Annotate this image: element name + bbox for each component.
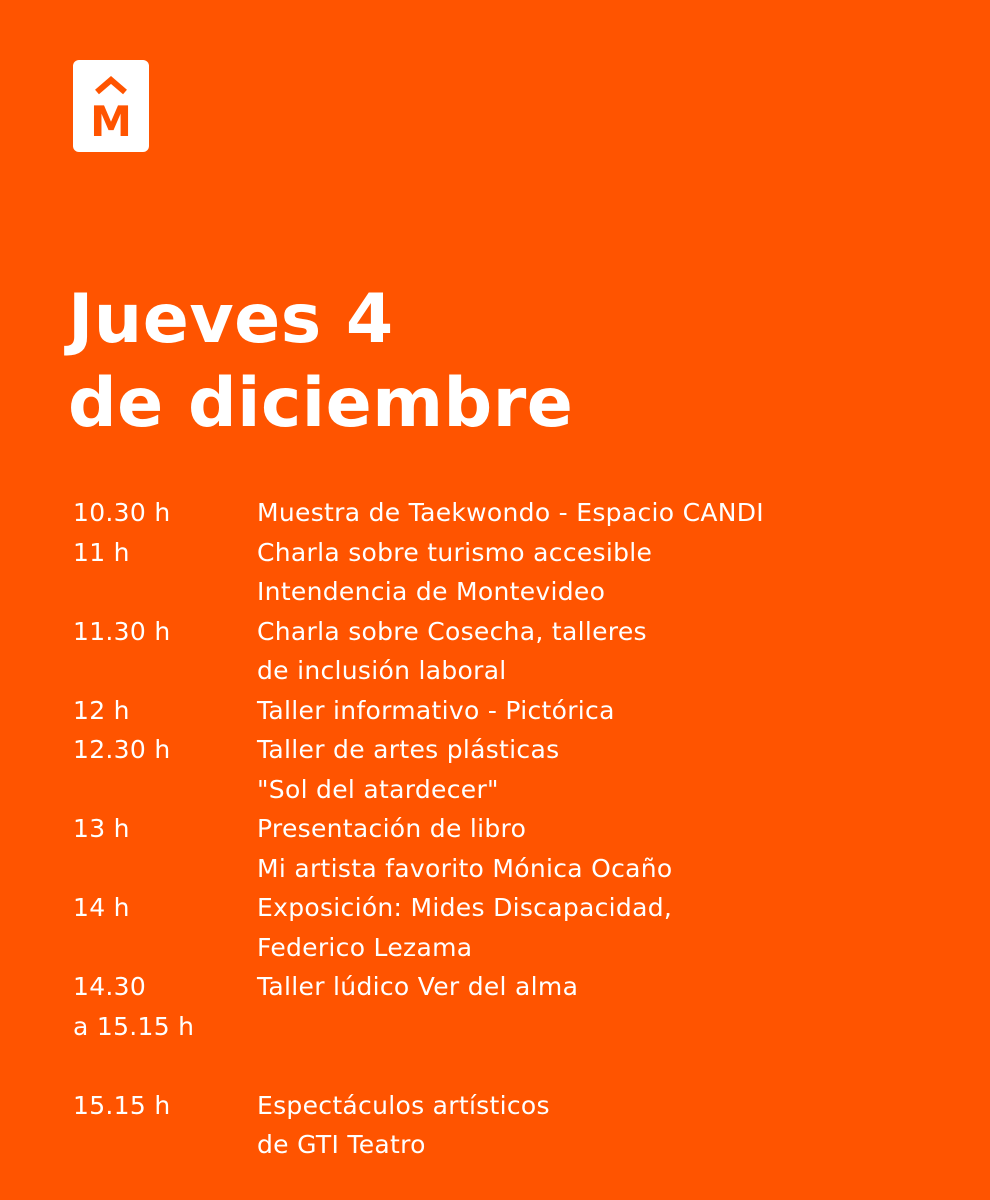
schedule-row (73, 1086, 953, 1165)
schedule-description (257, 730, 953, 809)
title-line-1: Jueves 4 (68, 280, 394, 359)
schedule-time-line: 12 h (73, 695, 130, 725)
schedule-description-line: de GTI Teatro (257, 1130, 426, 1159)
schedule-row (73, 967, 953, 1046)
schedule-description-line: Espectáculos artísticos (257, 1090, 550, 1120)
schedule-time (73, 493, 257, 533)
schedule-description-line: Taller lúdico Ver del alma (257, 972, 579, 1001)
schedule-description-line: Presentación de libro (257, 814, 527, 843)
schedule-time-line: 11 h (73, 537, 130, 567)
schedule-description-line: de inclusión laboral (257, 656, 507, 685)
schedule-description-line: Charla sobre turismo accesible (257, 537, 653, 567)
schedule-list (73, 493, 953, 1165)
schedule-description-line: Muestra de Taekwondo - Espacio CANDI (257, 498, 764, 527)
schedule-description-line: Mi artista favorito Mónica Ocaño (257, 853, 673, 883)
schedule-time (73, 809, 257, 888)
schedule-time-line: a 15.15 h (73, 1011, 195, 1041)
schedule-time (73, 533, 257, 612)
schedule-time-line: 10.30 h (73, 498, 171, 527)
schedule-description-line: Taller informativo - Pictórica (257, 695, 615, 725)
schedule-time-line: 13 h (73, 814, 130, 843)
schedule-row (73, 612, 953, 691)
schedule-row (73, 691, 953, 731)
m-logo-icon (73, 60, 149, 152)
schedule-description (257, 493, 953, 533)
schedule-description-line: Charla sobre Cosecha, talleres (257, 616, 647, 646)
schedule-description-line: "Sol del atardecer" (257, 774, 499, 804)
schedule-description (257, 888, 953, 967)
schedule-time-line: 11.30 h (73, 616, 171, 646)
schedule-description-line: Intendencia de Montevideo (257, 577, 606, 606)
schedule-row (73, 533, 953, 612)
logo-letter: M (90, 97, 132, 146)
schedule-time (73, 888, 257, 967)
schedule-time (73, 730, 257, 809)
schedule-time-line: 14 h (73, 893, 130, 922)
schedule-time (73, 691, 257, 731)
schedule-row (73, 730, 953, 809)
schedule-description-line: Exposición: Mides Discapacidad, (257, 893, 673, 922)
schedule-time (73, 612, 257, 691)
schedule-row (73, 809, 953, 888)
schedule-time-line: 15.15 h (73, 1090, 171, 1120)
schedule-description (257, 533, 953, 612)
schedule-time (73, 1086, 257, 1165)
schedule-description (257, 1086, 953, 1165)
schedule-description (257, 691, 953, 731)
schedule-description-line: Taller de artes plásticas (257, 735, 560, 764)
title-line-2: de diciembre (68, 364, 574, 443)
schedule-row (73, 888, 953, 967)
schedule-description (257, 809, 953, 888)
schedule-time-line: 14.30 (73, 972, 147, 1001)
page-title (68, 278, 573, 446)
schedule-time (73, 967, 257, 1046)
schedule-description (257, 612, 953, 691)
schedule-description (257, 967, 953, 1046)
schedule-time-line: 12.30 h (73, 735, 171, 764)
schedule-description-line: Federico Lezama (257, 932, 473, 962)
brand-logo (73, 60, 149, 152)
schedule-row (73, 493, 953, 533)
